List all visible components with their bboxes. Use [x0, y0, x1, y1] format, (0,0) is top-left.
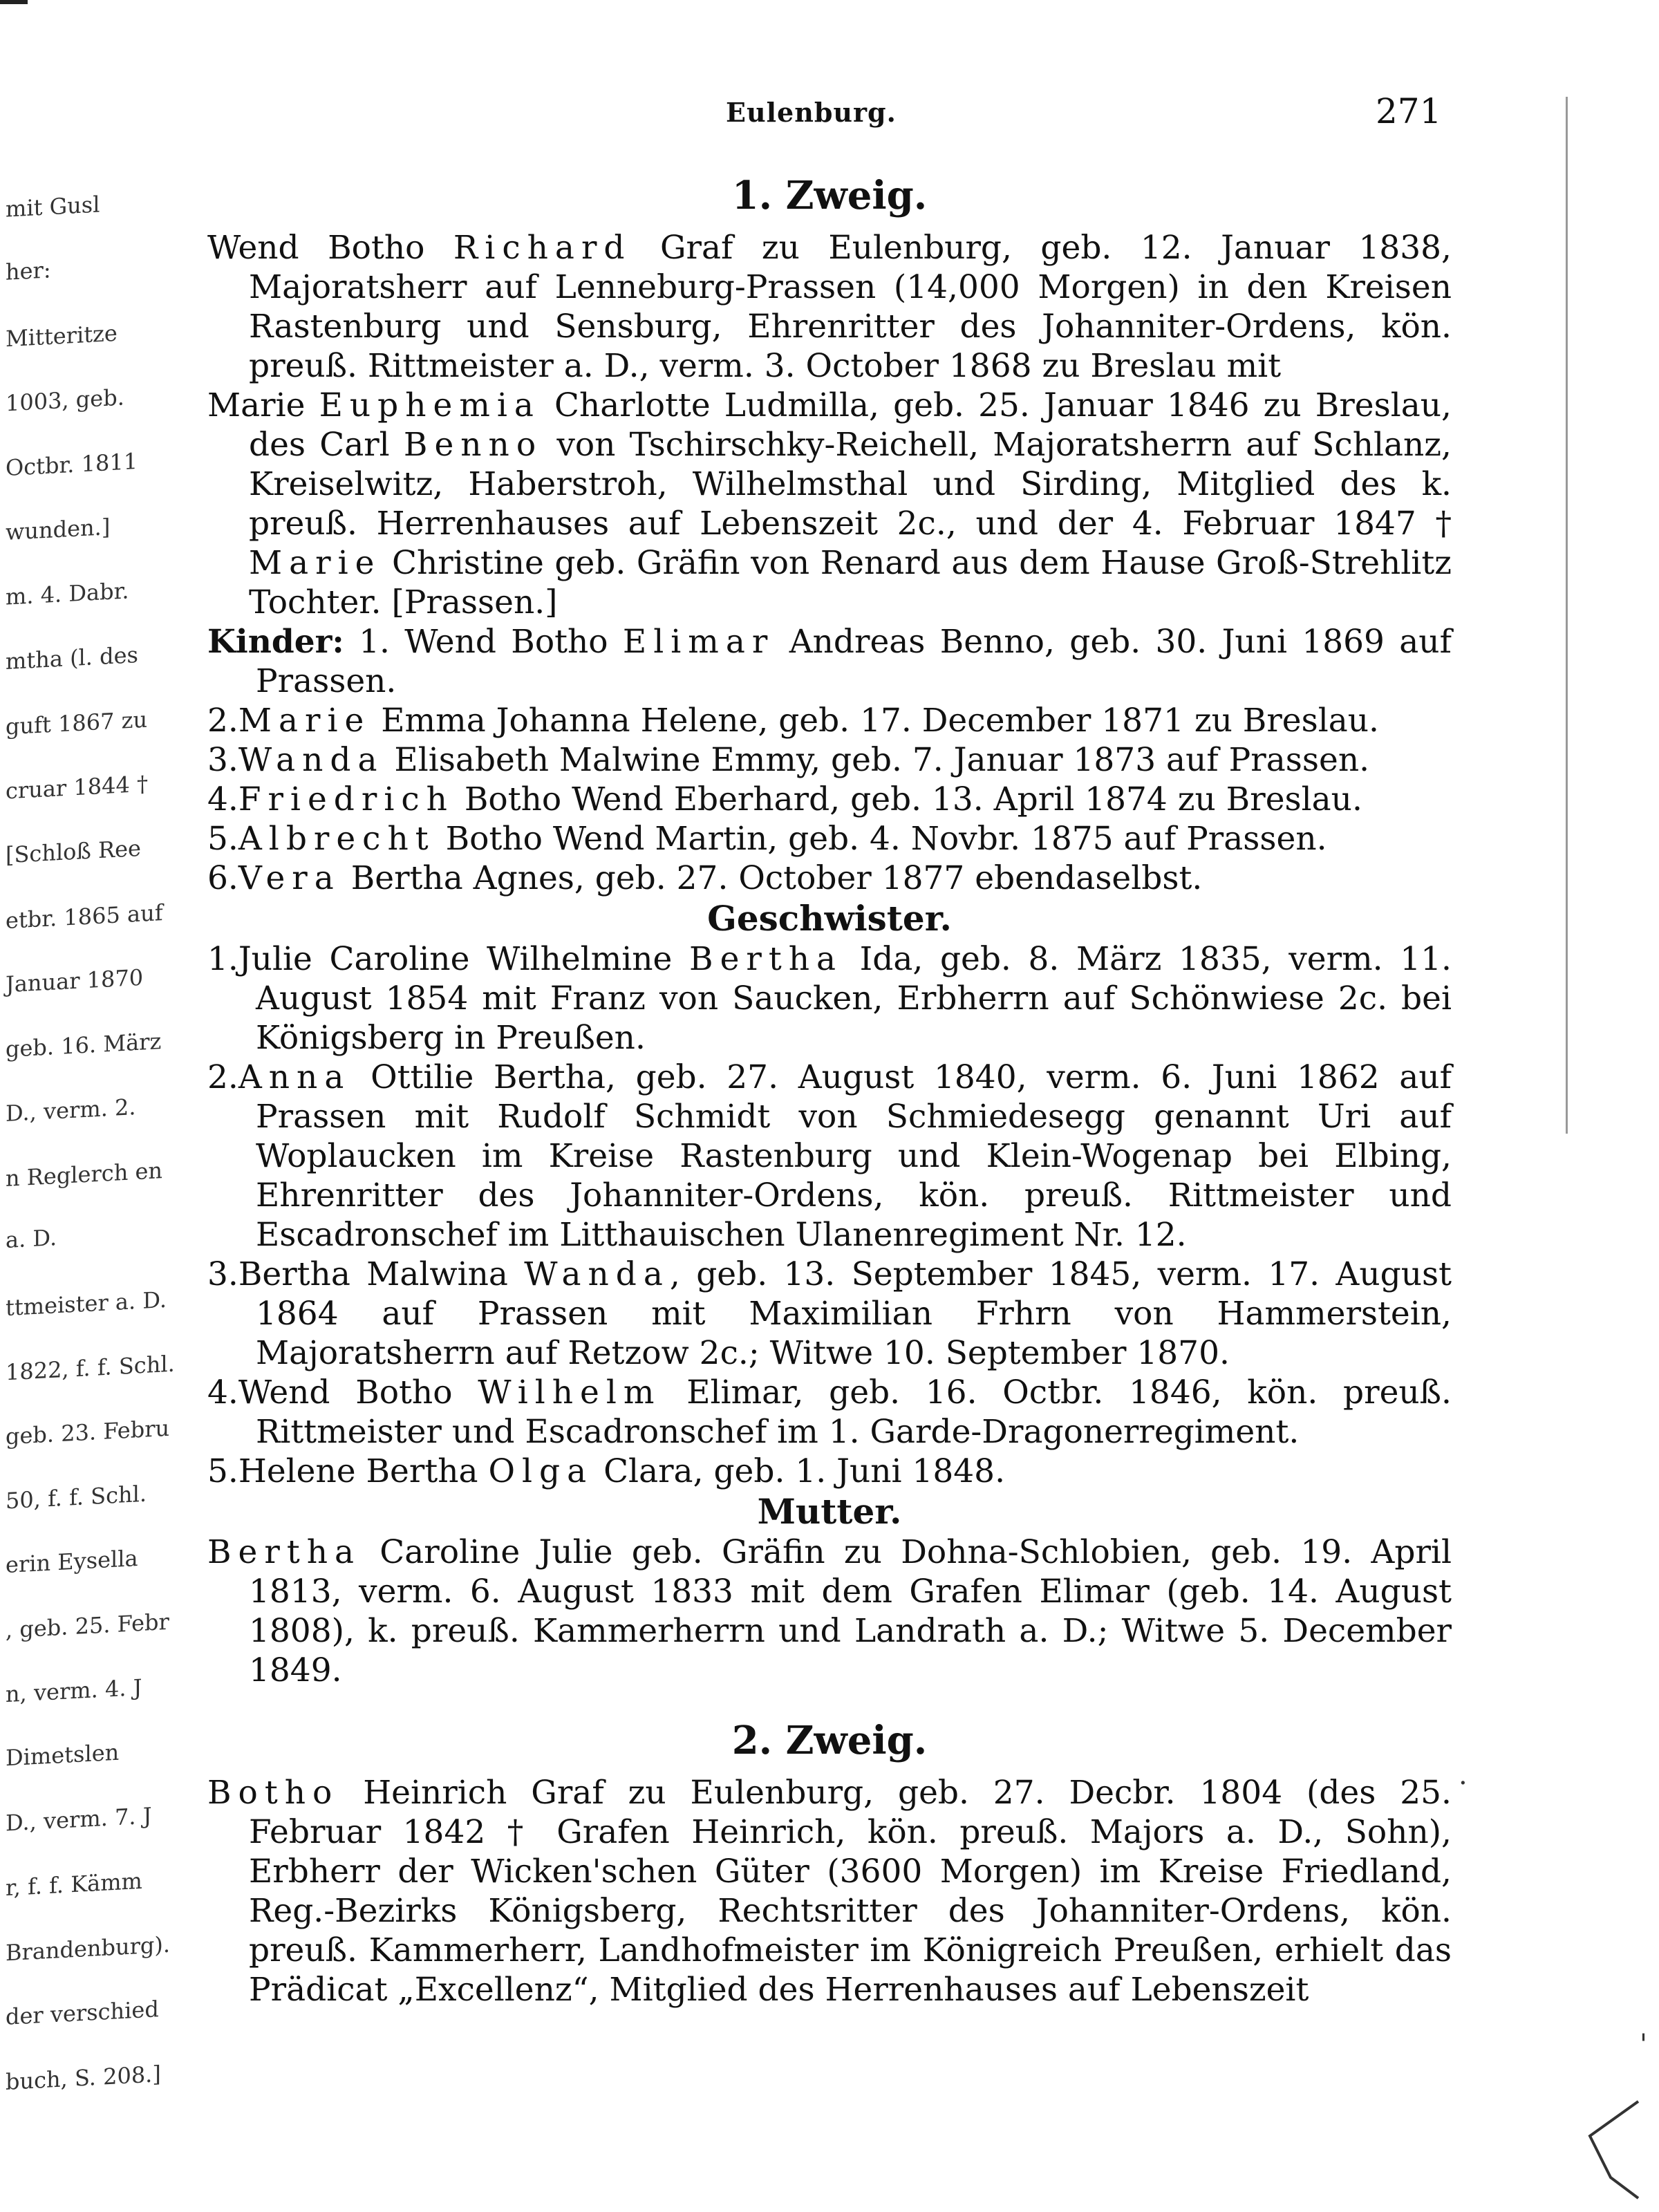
child-entry: [207, 740, 1452, 780]
page-number: 271: [1376, 91, 1442, 131]
entry-text: Charlotte Ludmilla, geb. 25. Januar 1846 zu Breslau, des Carl: [249, 386, 1452, 464]
call-name: Euphemia: [319, 386, 541, 424]
margin-fragment: [Schloß Ree: [6, 835, 141, 869]
item-number: 1.: [359, 623, 390, 661]
child-entry: [207, 701, 1452, 740]
call-name: Wanda: [524, 1255, 670, 1293]
item-number: 3.: [207, 741, 238, 779]
entry-text: Graf zu Eulenburg, geb. 12. Januar 1838, Majoratsherr auf Lenneburg-Prassen (14,000 Morgen) in den Kreisen Rastenburg und Sensburg, Ehrenritter des Johanniter-Ordens, kön. preuß. Rittmeister a. D., verm. 3. October 1868 zu Breslau mit: [249, 229, 1452, 385]
sibling-entry: [207, 1452, 1452, 1491]
margin-fragment: cruar 1844 †: [6, 770, 148, 805]
children-list: [207, 622, 1452, 898]
margin-fragment: n, verm. 4. J: [6, 1674, 142, 1707]
child-entry: [207, 622, 1452, 701]
siblings-heading: Geschwister.: [707, 898, 952, 939]
corner-curl-mark: [1507, 2094, 1645, 2205]
margin-fragment: 1003, geb.: [6, 384, 124, 417]
name-prefix: Marie: [207, 386, 319, 424]
item-number: 2.: [207, 1058, 238, 1096]
entry-text: Elisabeth Malwine Emmy, geb. 7. Januar 1873 auf Prassen.: [384, 741, 1370, 779]
call-name: Richard: [453, 229, 632, 267]
entry-text: Bertha Agnes, geb. 27. October 1877 ebendaselbst.: [340, 859, 1203, 897]
edge-dot: ': [1640, 2029, 1647, 2061]
right-edge-rule: [1566, 97, 1568, 1134]
item-number: 3.: [207, 1255, 238, 1293]
call-name: Wilhelm: [478, 1374, 662, 1412]
call-name: Anna: [238, 1058, 351, 1096]
name-prefix: Helene Bertha: [238, 1452, 489, 1490]
margin-fragment: her:: [6, 256, 51, 286]
main-text: [207, 173, 1452, 2009]
sibling-entry: [207, 939, 1452, 1058]
sibling-entry: [207, 1373, 1452, 1452]
call-name: Bertha: [689, 940, 843, 978]
entry-text: Botho Wend Martin, geb. 4. Novbr. 1875 auf Prassen.: [435, 820, 1327, 858]
margin-fragment: n Reglerch en: [6, 1157, 163, 1192]
margin-fragment: a. D.: [6, 1224, 57, 1254]
section-heading-2: 2. Zweig.: [731, 1718, 928, 1763]
margin-fragment: Mitteritze: [6, 319, 118, 352]
child-entry: [207, 859, 1452, 898]
call-name: Marie: [238, 702, 371, 740]
top-left-rule: [0, 0, 28, 4]
margin-fragment: geb. 16. März: [6, 1028, 162, 1063]
call-name: Friedrich: [238, 780, 454, 818]
margin-fragment: erin Eysella: [6, 1544, 138, 1579]
entry-text: Caroline Julie geb. Gräfin zu Dohna-Schlobien, geb. 19. April 1813, verm. 6. August 1833 mit dem Grafen Elimar (geb. 14. August 1808), k. preuß. Kammerherrn und Landrath a. D.; Witwe 5. December 1849.: [249, 1533, 1452, 1689]
name-prefix: Wend Botho: [207, 229, 453, 267]
margin-fragment: ttmeister a. D.: [6, 1286, 167, 1321]
mother-heading: Mutter.: [757, 1491, 902, 1532]
margin-fragment: 1822, f. f. Schl.: [6, 1350, 175, 1386]
entry-text: Ida, geb. 8. März 1835, verm. 11. August 1854 mit Franz von Saucken, Erbherrn auf Schönwiese 2c. bei Königsberg in Preußen.: [256, 940, 1452, 1057]
entry-text: Botho Wend Eberhard, geb. 13. April 1874 zu Breslau.: [453, 780, 1362, 818]
entry-text: Ottilie Bertha, geb. 27. August 1840, verm. 6. Juni 1862 auf Prassen mit Rudolf Schmidt von Schmiedesegg genannt Uri auf Woplaucken im Kreise Rastenburg und Klein-Wogenap bei Elbing, Ehrenritter des Johanniter-Ordens, kön. preuß. Rittmeister und Escadronschef im Litthauischen Ulanenregiment Nr. 12.: [256, 1058, 1452, 1254]
siblings-list: [207, 939, 1452, 1491]
entry-text: Emma Johanna Helene, geb. 17. December 1871 zu Breslau.: [371, 702, 1379, 740]
name-prefix: Wend Botho: [404, 623, 623, 661]
item-number: 6.: [207, 859, 238, 897]
entry-text: Clara, geb. 1. Juni 1848.: [593, 1452, 1006, 1490]
margin-fragment: der verschied: [6, 1996, 159, 2031]
edge-dot: .: [1459, 1759, 1468, 1791]
call-name: Botho: [207, 1774, 339, 1812]
name-prefix: Julie Caroline Wilhelmine: [238, 940, 690, 978]
margin-fragment: etbr. 1865 auf: [6, 899, 163, 934]
margin-fragment: geb. 23. Febru: [6, 1415, 170, 1450]
call-name: Marie: [249, 544, 382, 582]
margin-fragment: buch, S. 208.]: [6, 2060, 161, 2095]
margin-fragment: D., verm. 7. J: [6, 1802, 152, 1837]
call-name: Benno: [403, 426, 543, 464]
item-number: 5.: [207, 1452, 238, 1490]
section-heading-1: 1. Zweig.: [731, 173, 928, 218]
entry-mother: [207, 1533, 1452, 1690]
margin-fragment: Januar 1870: [6, 964, 144, 998]
entry-head-of-branch-2: [207, 1773, 1452, 2009]
entry-text: Christine geb. Gräfin von Renard aus dem Hause Groß-Strehlitz Tochter. [Prassen.]: [249, 544, 1452, 621]
call-name: Vera: [238, 859, 341, 897]
call-name: Albrecht: [238, 820, 435, 858]
call-name: Wanda: [238, 741, 384, 779]
margin-fragment: , geb. 25. Febr: [6, 1609, 169, 1644]
margin-fragment: Dimetslen: [6, 1738, 120, 1772]
entry-text: , geb. 13. September 1845, verm. 17. August 1864 auf Prassen mit Maximilian Frhrn von Hammerstein, Majoratsherrn auf Retzow 2c.; Witwe 10. September 1870.: [256, 1255, 1452, 1372]
margin-fragment: Brandenburg).: [6, 1931, 171, 1967]
margin-fragment: wunden.]: [6, 513, 111, 545]
entry-text: Heinrich Graf zu Eulenburg, geb. 27. Decbr. 1804 (des 25. Februar 1842 † Grafen Heinrich, kön. preuß. Majors a. D., Sohn), Erbherr der Wicken'schen Güter (3600 Morgen) im Kreise Friedland, Reg.-Bezirks Königsberg, Rechtsritter des Johanniter-Ordens, kön. preuß. Kammerherr, Landhofmeister im Königreich Preußen, erhielt das Prädicat „Excellenz“, Mitglied des Herrenhauses auf Lebenszeit: [249, 1774, 1452, 2009]
entry-text: Elimar, geb. 16. Octbr. 1846, kön. preuß. Rittmeister und Escadronschef im 1. Garde-Dragonerregiment.: [256, 1374, 1452, 1451]
name-prefix: Bertha Malwina: [238, 1255, 525, 1293]
margin-fragment: guft 1867 zu: [6, 706, 148, 740]
entry-text: Andreas Benno, geb. 30. Juni 1869 auf Prassen.: [256, 623, 1452, 700]
margin-fragment: D., verm. 2.: [6, 1093, 136, 1127]
margin-fragment: 50, f. f. Schl.: [6, 1480, 147, 1515]
name-prefix: Wend Botho: [238, 1374, 478, 1412]
children-label: Kinder:: [207, 623, 344, 661]
call-name: Elimar: [622, 623, 775, 661]
item-number: 1.: [207, 940, 238, 978]
child-entry: [207, 780, 1452, 819]
child-entry: [207, 819, 1452, 859]
call-name: Olga: [488, 1452, 594, 1490]
entry-wife: [207, 386, 1452, 622]
margin-fragment: mit Gusl: [6, 191, 100, 223]
entry-head-of-branch: [207, 228, 1452, 386]
item-number: 2.: [207, 702, 238, 740]
sibling-entry: [207, 1058, 1452, 1255]
entry-text: von Tschirschky-Reichell, Majoratsherrn auf Schlanz, Kreiselwitz, Haberstroh, Wilhelmsthal und Sirding, Mitglied des k. preuß. Herrenhauses auf Lebenszeit 2c., und der 4. Februar 1847 †: [249, 426, 1452, 543]
margin-fragment: Octbr. 1811: [6, 448, 138, 482]
call-name: Bertha: [207, 1533, 361, 1571]
item-number: 5.: [207, 820, 238, 858]
margin-fragment: r, f. f. Kämm: [6, 1867, 142, 1901]
margin-fragment: mtha (l. des: [6, 641, 138, 675]
item-number: 4.: [207, 780, 238, 818]
sibling-entry: [207, 1255, 1452, 1373]
item-number: 4.: [207, 1374, 238, 1412]
margin-fragment: m. 4. Dabr.: [6, 577, 129, 610]
running-head: Eulenburg.: [726, 97, 897, 128]
